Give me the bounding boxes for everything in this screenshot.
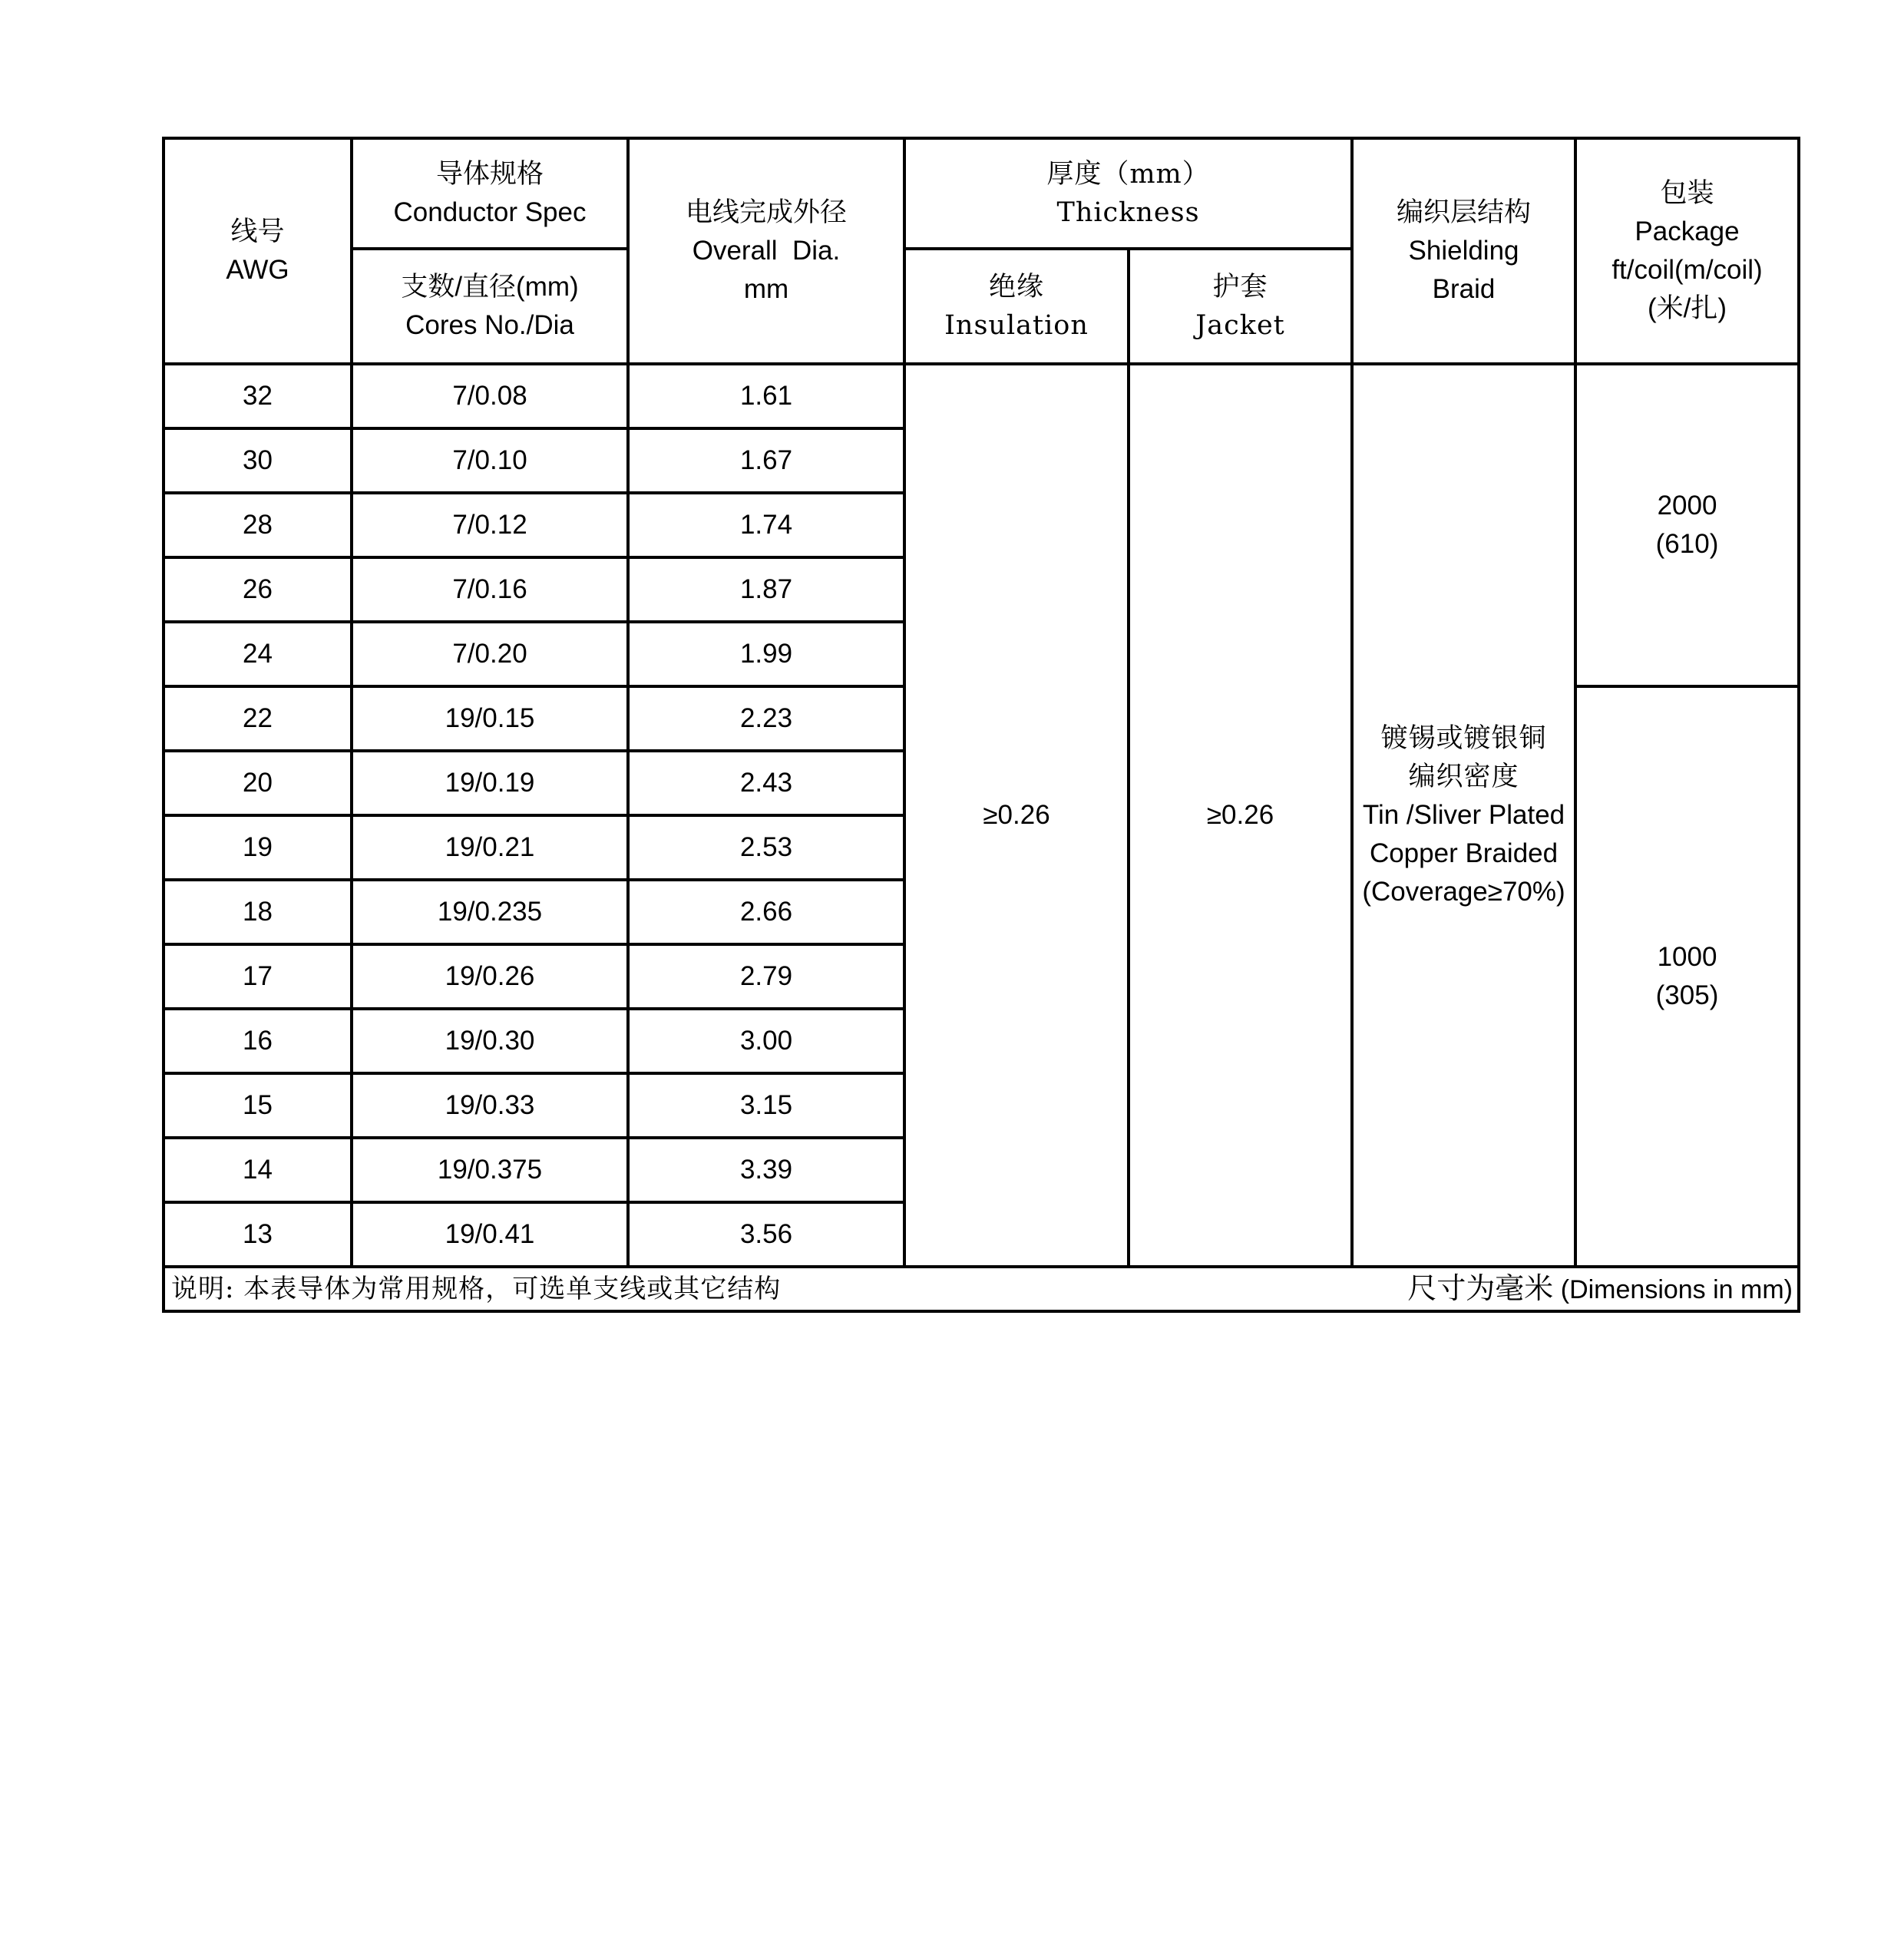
awg-cell: 13 xyxy=(164,1202,352,1267)
cores-cell: 7/0.10 xyxy=(352,428,628,493)
cores-cell: 19/0.21 xyxy=(352,815,628,880)
awg-cell: 19 xyxy=(164,815,352,880)
package-header: 包装 Package ft/coil(m/coil) (米/扎) xyxy=(1575,138,1799,364)
table-row xyxy=(164,364,1799,428)
insulation-header: 绝缘 Insulation xyxy=(904,249,1129,364)
jacket-value: ≥0.26 xyxy=(1129,364,1352,1267)
package-group-2: 1000 (305) xyxy=(1575,686,1799,1267)
awg-cell: 28 xyxy=(164,493,352,557)
overall-dia-cell: 2.43 xyxy=(628,751,904,815)
awg-cell: 30 xyxy=(164,428,352,493)
overall-dia-cell: 3.39 xyxy=(628,1138,904,1202)
awg-cell: 22 xyxy=(164,686,352,751)
awg-cell: 14 xyxy=(164,1138,352,1202)
overall-dia-cell: 1.67 xyxy=(628,428,904,493)
overall-dia-cell: 3.56 xyxy=(628,1202,904,1267)
note-right xyxy=(1407,1270,1793,1309)
awg-cell: 32 xyxy=(164,364,352,428)
cores-cell: 19/0.19 xyxy=(352,751,628,815)
overall-dia-cell: 1.74 xyxy=(628,493,904,557)
conductor-spec-header: 导体规格 Conductor Spec xyxy=(352,138,628,249)
cores-cell: 19/0.30 xyxy=(352,1009,628,1073)
awg-cell: 16 xyxy=(164,1009,352,1073)
dimensions-unit-zh: 尺寸为毫米 xyxy=(1407,1272,1554,1305)
awg-cell: 18 xyxy=(164,880,352,944)
cores-cell: 7/0.16 xyxy=(352,557,628,622)
wire-spec-table xyxy=(162,137,1800,1313)
insulation-value: ≥0.26 xyxy=(904,364,1129,1267)
overall-dia-cell: 2.79 xyxy=(628,944,904,1009)
cores-cell: 7/0.08 xyxy=(352,364,628,428)
cores-cell: 7/0.20 xyxy=(352,622,628,686)
awg-cell: 15 xyxy=(164,1073,352,1138)
cores-cell: 19/0.375 xyxy=(352,1138,628,1202)
cores-cell: 19/0.26 xyxy=(352,944,628,1009)
overall-dia-cell: 1.61 xyxy=(628,364,904,428)
cores-cell: 7/0.12 xyxy=(352,493,628,557)
overall-dia-cell: 1.99 xyxy=(628,622,904,686)
header-row-top xyxy=(164,138,1799,249)
note-cell xyxy=(164,1267,1799,1311)
awg-cell: 20 xyxy=(164,751,352,815)
braid-header: 编织层结构 Shielding Braid xyxy=(1352,138,1575,364)
overall-dia-cell: 2.66 xyxy=(628,880,904,944)
note-left: 说明: 本表导体为常用规格，可选单支线或其它结构 xyxy=(171,1274,782,1304)
overall-dia-cell: 2.53 xyxy=(628,815,904,880)
overall-dia-cell: 2.23 xyxy=(628,686,904,751)
awg-cell: 17 xyxy=(164,944,352,1009)
overall-dia-cell: 1.87 xyxy=(628,557,904,622)
overall-dia-cell: 3.15 xyxy=(628,1073,904,1138)
thickness-header: 厚度（mm） Thickness xyxy=(904,138,1352,249)
overall-dia-cell: 3.00 xyxy=(628,1009,904,1073)
braid-description: 镀锡或镀银铜 编织密度 Tin /Sliver Plated Copper Braided (Coverage≥70%) xyxy=(1352,364,1575,1267)
note-row xyxy=(164,1267,1799,1311)
dimensions-unit-en: (Dimensions in mm) xyxy=(1553,1274,1793,1304)
cores-cell: 19/0.15 xyxy=(352,686,628,751)
awg-header: 线号 AWG xyxy=(164,138,352,364)
cores-cell: 19/0.41 xyxy=(352,1202,628,1267)
package-group-1: 2000 (610) xyxy=(1575,364,1799,686)
cores-cell: 19/0.33 xyxy=(352,1073,628,1138)
cores-header: 支数/直径(mm) Cores No./Dia xyxy=(352,249,628,364)
awg-cell: 26 xyxy=(164,557,352,622)
jacket-header: 护套 Jacket xyxy=(1129,249,1352,364)
cores-cell: 19/0.235 xyxy=(352,880,628,944)
overall-dia-header: 电线完成外径 Overall Dia. mm xyxy=(628,138,904,364)
awg-cell: 24 xyxy=(164,622,352,686)
